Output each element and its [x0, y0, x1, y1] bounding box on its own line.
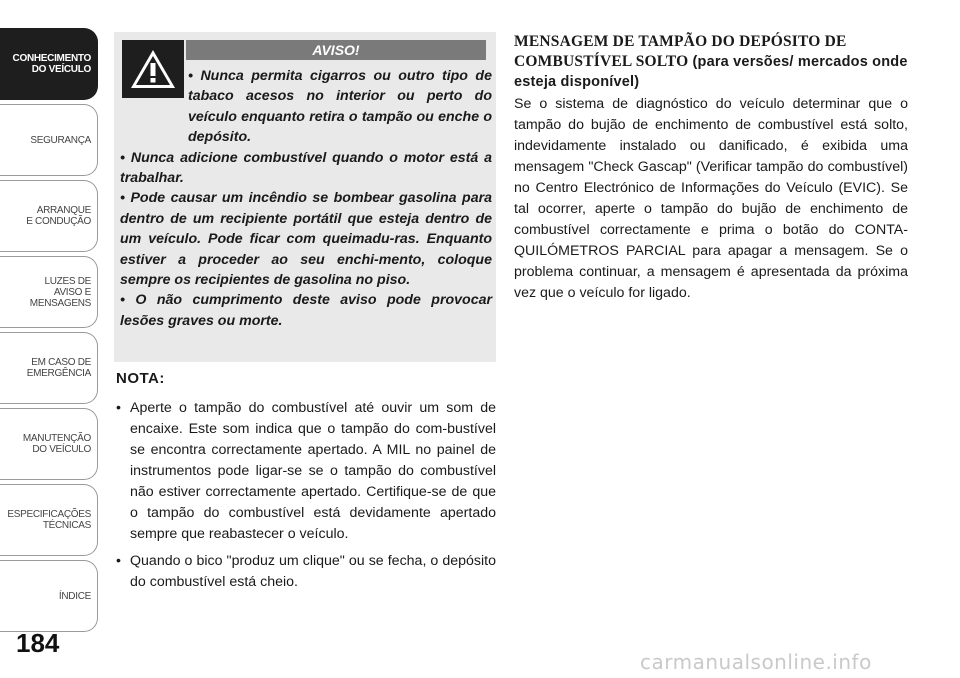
tab-arranque-e-conducao[interactable] [0, 180, 98, 252]
tab-label-line: MENSAGENS [29, 297, 91, 309]
section-title [514, 32, 908, 92]
nota-list [116, 398, 496, 599]
warning-box [114, 32, 496, 362]
warning-item: • Nunca permita cigarros ou outro tipo de tabaco acesos no interior ou perto do veículo enquanto retira o tampão ou enche o depósito. [188, 68, 492, 146]
tab-label-line: CONHECIMENTO [12, 53, 91, 64]
tab-indice[interactable] [0, 560, 98, 632]
tab-label-line: AVISO E [53, 286, 91, 298]
tab-em-caso-de-emergencia[interactable] [0, 332, 98, 404]
tab-label-line: DO VEÍCULO [32, 444, 91, 455]
tab-label-line: ARRANQUE [36, 205, 91, 216]
tab-luzes-de-aviso[interactable] [0, 256, 98, 328]
tab-label-line: EM CASO DE [31, 357, 91, 368]
watermark: carmanualsonline.info [640, 650, 872, 674]
warning-item: • Nunca adicione combustível quando o motor está a trabalhar. [120, 149, 492, 187]
tab-label-line: LUZES DE [44, 275, 91, 287]
section-subtitle: (para versões/ mercados onde esteja disponível) [514, 54, 908, 90]
tab-label-line: TÉCNICAS [42, 520, 91, 531]
tab-label-line: ESPECIFICAÇÕES [7, 509, 91, 520]
nota-item-text: Aperte o tampão do combustível até ouvir um som de encaixe. Este som indica que o tampão do com-bustível se encontra correctamente apertado. A MIL no painel de instrumentos pode ligar-se se o tampão do combustível não estiver correctamente apertado. Certifique-se de que o tampão do combustível está devidamente apertado sempre que reabastecer o veículo. [130, 400, 496, 542]
nota-item-text: Quando o bico "produz um clique" ou se fecha, o depósito do combustível está cheio. [130, 553, 496, 590]
warning-title: AVISO! [186, 40, 486, 60]
list-item [116, 551, 496, 593]
tab-manutencao-do-veiculo[interactable] [0, 408, 98, 480]
tab-label-line: MANUTENÇÃO [22, 433, 91, 444]
fuel-cap-section [514, 32, 908, 304]
section-body: Se o sistema de diagnóstico do veículo determinar que o tampão do bujão de enchimento de combustível está solto, indevidamente instalado ou danificado, é exibida uma mensagem "Check Gascap" (Verificar tampão do combustível) no Centro Electrónico de Informações do Veículo (EVIC). Se tal ocorrer, aperte o tampão do bujão de enchimento de combustível correctamente e prima o botão do CONTA-QUILÓMETROS PARCIAL para apagar a mensagem. Se o problema continuar, a mensagem é apresentada da próxima vez que o veículo for ligado. [514, 96, 908, 301]
tab-seguranca[interactable] [0, 104, 98, 176]
bullet: • [116, 400, 121, 416]
tab-label-line: ÍNDICE [58, 590, 91, 602]
tab-label-line: SEGURANÇA [30, 134, 91, 146]
section-title-text: MENSAGEM DE TAMPÃO DO DEPÓSITO DE COMBUSTÍVEL SOLTO [514, 33, 847, 70]
tab-conhecimento-do-veiculo[interactable] [0, 28, 98, 100]
warning-text [120, 66, 492, 331]
tab-label-line: EMERGÊNCIA [26, 368, 91, 379]
warning-item: • O não cumprimento deste aviso pode provocar lesões graves ou morte. [120, 292, 492, 329]
tab-label-line: DO VEÍCULO [31, 64, 91, 75]
warning-item: • Pode causar um incêndio se bombear gasolina para dentro de um recipiente portátil que esteja dentro de um veículo. Pode ficar com queimadu-ras. Enquanto estiver a proceder ao seu enchi-mento, coloque sempre os recipientes de gasolina no piso. [120, 190, 492, 289]
list-item [116, 398, 496, 545]
nota-heading: NOTA: [116, 370, 165, 387]
bullet: • [116, 553, 121, 569]
tab-especificacoes-tecnicas[interactable] [0, 484, 98, 556]
page-number: 184 [16, 628, 60, 658]
tab-label-line: E CONDUÇÃO [26, 216, 91, 227]
